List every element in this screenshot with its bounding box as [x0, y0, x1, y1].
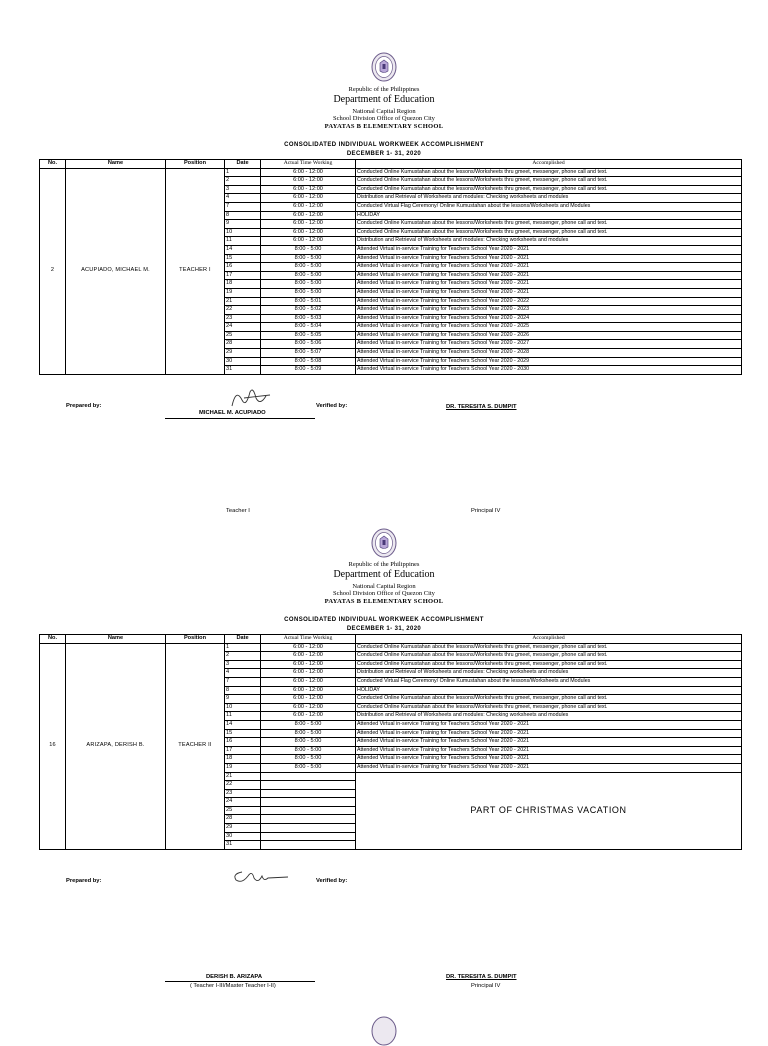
row-time: 6:00 - 12:00 [261, 643, 356, 652]
row-time: 8:00 - 5:00 [261, 738, 356, 747]
col-header-accomplished: Accomplished [356, 160, 742, 169]
row-date: 29 [225, 824, 261, 833]
row-date: 2 [225, 652, 261, 661]
deped-seal-icon [371, 1016, 397, 1046]
row-time: 6:00 - 12:00 [261, 652, 356, 661]
header-republic: Republic of the Philippines [348, 561, 420, 568]
row-time [261, 824, 356, 833]
row-time: 6:00 - 12:00 [261, 669, 356, 678]
header-department: Department of Education [333, 569, 435, 580]
header-region: National Capital Region [352, 583, 416, 590]
row-date: 9 [225, 220, 261, 229]
row-date: 7 [225, 677, 261, 686]
signature-image [228, 866, 292, 886]
row-date: 1 [225, 168, 261, 177]
row-accomplishment: Attended Virtual in-service Training for Teachers School Year 2020 - 2021 [356, 280, 742, 289]
row-accomplishment: Conducted Online Kumustahan about the lessons/Worksheets thru gmeet, messenger, phone call and text. [356, 660, 742, 669]
record-number: 2 [40, 168, 66, 374]
teacher-signatory-name: MICHAEL M. ACUPIADO [199, 410, 266, 416]
row-time: 8:00 - 5:07 [261, 349, 356, 358]
row-accomplishment: Conducted Online Kumustahan about the lessons/Worksheets thru gmeet, messenger, phone call and text. [356, 220, 742, 229]
row-time: 6:00 - 12:00 [261, 185, 356, 194]
row-date: 1 [225, 643, 261, 652]
row-time: 6:00 - 12:00 [261, 712, 356, 721]
row-date: 11 [225, 712, 261, 721]
row-time: 6:00 - 12:00 [261, 660, 356, 669]
header-department: Department of Education [333, 94, 435, 105]
row-time: 8:00 - 5:00 [261, 720, 356, 729]
report-title: CONSOLIDATED INDIVIDUAL WORKWEEK ACCOMPLISHMENT [284, 142, 484, 148]
row-time: 6:00 - 12:00 [261, 695, 356, 704]
row-date: 22 [225, 781, 261, 790]
row-accomplishment: Attended Virtual in-service Training for Teachers School Year 2020 - 2028 [356, 349, 742, 358]
header-division: School Division Office of Quezon City [333, 115, 435, 122]
row-date: 21 [225, 297, 261, 306]
table-header-row [40, 635, 742, 644]
row-accomplishment: Attended Virtual in-service Training for Teachers School Year 2020 - 2021 [356, 263, 742, 272]
row-date: 15 [225, 729, 261, 738]
row-accomplishment: Attended Virtual in-service Training for Teachers School Year 2020 - 2026 [356, 331, 742, 340]
verified-by-label: Verified by: [316, 878, 348, 884]
row-accomplishment: Conducted Online Kumustahan about the lessons/Worksheets thru gmeet, messenger, phone call and text. [356, 185, 742, 194]
row-date: 3 [225, 185, 261, 194]
row-accomplishment: Conducted Online Kumustahan about the lessons/Worksheets thru gmeet, messenger, phone call and text. [356, 652, 742, 661]
row-accomplishment: Conducted Online Kumustahan about the lessons/Worksheets thru gmeet, messenger, phone call and text. [356, 228, 742, 237]
row-date: 2 [225, 177, 261, 186]
row-date: 19 [225, 763, 261, 772]
row-time [261, 781, 356, 790]
row-accomplishment: Conducted Online Kumustahan about the lessons/Worksheets thru gmeet, messenger, phone call and text. [356, 168, 742, 177]
row-time: 8:00 - 5:05 [261, 331, 356, 340]
header-school: PAYATAS B ELEMENTARY SCHOOL [324, 598, 444, 605]
row-accomplishment: Conducted Virtual Flag Ceremony/ Online Kumustahan about the lessons/Worksheets and Modules [356, 677, 742, 686]
col-header-position: Position [166, 635, 225, 644]
record-number: 16 [40, 643, 66, 849]
header-school: PAYATAS B ELEMENTARY SCHOOL [324, 123, 444, 130]
col-header-date: Date [225, 160, 261, 169]
row-accomplishment: Conducted Virtual Flag Ceremony/ Online Kumustahan about the lessons/Worksheets and Modules [356, 202, 742, 211]
header-republic: Republic of the Philippines [348, 86, 420, 93]
row-accomplishment: Attended Virtual in-service Training for Teachers School Year 2020 - 2027 [356, 340, 742, 349]
row-date: 18 [225, 755, 261, 764]
col-header-accomplished: Accomplished [356, 635, 742, 644]
row-accomplishment: Attended Virtual in-service Training for Teachers School Year 2020 - 2023 [356, 306, 742, 315]
col-header-time: Actual Time Working [261, 635, 356, 644]
report-period: DECEMBER 1- 31, 2020 [346, 626, 422, 632]
row-date: 30 [225, 357, 261, 366]
row-date: 15 [225, 254, 261, 263]
row-accomplishment: Conducted Online Kumustahan about the lessons/Worksheets thru gmeet, messenger, phone call and text. [356, 703, 742, 712]
row-time: 8:00 - 5:00 [261, 245, 356, 254]
row-date: 7 [225, 202, 261, 211]
row-time: 6:00 - 12:00 [261, 177, 356, 186]
report-title: CONSOLIDATED INDIVIDUAL WORKWEEK ACCOMPLISHMENT [284, 617, 484, 623]
row-accomplishment: Attended Virtual in-service Training for Teachers School Year 2020 - 2021 [356, 288, 742, 297]
verified-by-label: Verified by: [316, 403, 348, 409]
row-date: 10 [225, 228, 261, 237]
row-accomplishment: Attended Virtual in-service Training for Teachers School Year 2020 - 2022 [356, 297, 742, 306]
row-accomplishment: Attended Virtual in-service Training for Teachers School Year 2020 - 2021 [356, 729, 742, 738]
row-time [261, 789, 356, 798]
teacher-signatory-name: DERISH B. ARIZAPA [206, 974, 263, 980]
row-time [261, 815, 356, 824]
row-time: 8:00 - 5:03 [261, 314, 356, 323]
row-accomplishment: Distribution and Retrieval of Worksheets and modules: Checking worksheets and modules [356, 194, 742, 203]
row-accomplishment: Conducted Online Kumustahan about the lessons/Worksheets thru gmeet, messenger, phone call and text. [356, 643, 742, 652]
row-date: 23 [225, 314, 261, 323]
row-accomplishment: Attended Virtual in-service Training for Teachers School Year 2020 - 2021 [356, 738, 742, 747]
row-time: 8:00 - 5:00 [261, 746, 356, 755]
row-time: 8:00 - 5:00 [261, 280, 356, 289]
row-time: 6:00 - 12:00 [261, 202, 356, 211]
row-time [261, 841, 356, 850]
row-date: 3 [225, 660, 261, 669]
row-time: 8:00 - 5:06 [261, 340, 356, 349]
prepared-by-label: Prepared by: [66, 403, 102, 409]
row-time: 6:00 - 12:00 [261, 677, 356, 686]
row-time: 8:00 - 5:04 [261, 323, 356, 332]
col-header-date: Date [225, 635, 261, 644]
row-date: 4 [225, 669, 261, 678]
row-time: 8:00 - 5:00 [261, 263, 356, 272]
row-date: 10 [225, 703, 261, 712]
row-accomplishment: Attended Virtual in-service Training for Teachers School Year 2020 - 2021 [356, 254, 742, 263]
row-date: 14 [225, 720, 261, 729]
row-time: 8:00 - 5:00 [261, 271, 356, 280]
row-accomplishment: Attended Virtual in-service Training for Teachers School Year 2020 - 2025 [356, 323, 742, 332]
col-header-name: Name [66, 635, 166, 644]
col-header-position: Position [166, 160, 225, 169]
row-date: 14 [225, 245, 261, 254]
row-time: 8:00 - 5:00 [261, 755, 356, 764]
prepared-by-label: Prepared by: [66, 878, 102, 884]
row-accomplishment: Attended Virtual in-service Training for Teachers School Year 2020 - 2021 [356, 763, 742, 772]
record-name: ARIZAPA, DERISH B. [66, 643, 166, 849]
row-accomplishment: Distribution and Retrieval of Worksheets and modules: Checking worksheets and modules [356, 712, 742, 721]
row-date: 25 [225, 806, 261, 815]
col-header-no: No. [40, 635, 66, 644]
header-division: School Division Office of Quezon City [333, 590, 435, 597]
row-time [261, 798, 356, 807]
vacation-note: PART OF CHRISTMAS VACATION [356, 772, 742, 849]
principal-signatory-name: DR. TERESITA S. DUMPIT [446, 974, 517, 980]
row-time: 8:00 - 5:00 [261, 254, 356, 263]
teacher-signatory-title: ( Teacher I-III/Master Teacher I-II) [190, 983, 276, 989]
report-period: DECEMBER 1- 31, 2020 [346, 151, 422, 157]
row-accomplishment: Distribution and Retrieval of Worksheets and modules: Checking worksheets and modules [356, 237, 742, 246]
row-date: 24 [225, 323, 261, 332]
row-time: 6:00 - 12:00 [261, 686, 356, 695]
row-accomplishment: HOLIDAY [356, 211, 742, 220]
col-header-name: Name [66, 160, 166, 169]
table-row [40, 643, 742, 652]
row-date: 29 [225, 349, 261, 358]
row-time: 8:00 - 5:09 [261, 366, 356, 375]
row-date: 9 [225, 695, 261, 704]
row-date: 31 [225, 841, 261, 850]
row-date: 11 [225, 237, 261, 246]
row-date: 28 [225, 815, 261, 824]
row-time: 6:00 - 12:00 [261, 211, 356, 220]
record-position: TEACHER I [166, 168, 225, 374]
row-time: 8:00 - 5:08 [261, 357, 356, 366]
header-region: National Capital Region [352, 108, 416, 115]
row-accomplishment: Attended Virtual in-service Training for Teachers School Year 2020 - 2021 [356, 245, 742, 254]
row-accomplishment: Attended Virtual in-service Training for Teachers School Year 2020 - 2021 [356, 720, 742, 729]
row-accomplishment: Attended Virtual in-service Training for Teachers School Year 2020 - 2021 [356, 271, 742, 280]
row-date: 19 [225, 288, 261, 297]
row-time [261, 806, 356, 815]
record-position: TEACHER II [166, 643, 225, 849]
row-time: 8:00 - 5:02 [261, 306, 356, 315]
row-accomplishment: Attended Virtual in-service Training for Teachers School Year 2020 - 2021 [356, 746, 742, 755]
row-date: 21 [225, 772, 261, 781]
row-date: 28 [225, 340, 261, 349]
row-date: 31 [225, 366, 261, 375]
row-time: 6:00 - 12:00 [261, 703, 356, 712]
row-time: 6:00 - 12:00 [261, 168, 356, 177]
accomplishment-table [39, 634, 742, 850]
row-accomplishment: Attended Virtual in-service Training for Teachers School Year 2020 - 2024 [356, 314, 742, 323]
row-accomplishment: Attended Virtual in-service Training for Teachers School Year 2020 - 2030 [356, 366, 742, 375]
row-date: 8 [225, 211, 261, 220]
row-date: 17 [225, 271, 261, 280]
principal-signatory-title: Principal IV [471, 508, 501, 514]
row-accomplishment: HOLIDAY [356, 686, 742, 695]
row-time: 8:00 - 5:00 [261, 288, 356, 297]
row-accomplishment: Conducted Online Kumustahan about the lessons/Worksheets thru gmeet, messenger, phone call and text. [356, 695, 742, 704]
principal-signatory-name: DR. TERESITA S. DUMPIT [446, 404, 517, 410]
row-date: 25 [225, 331, 261, 340]
row-time: 8:00 - 5:01 [261, 297, 356, 306]
row-accomplishment: Attended Virtual in-service Training for Teachers School Year 2020 - 2021 [356, 755, 742, 764]
row-date: 16 [225, 263, 261, 272]
row-time: 6:00 - 12:00 [261, 228, 356, 237]
row-time: 6:00 - 12:00 [261, 237, 356, 246]
row-time [261, 772, 356, 781]
row-accomplishment: Attended Virtual in-service Training for Teachers School Year 2020 - 2029 [356, 357, 742, 366]
row-time: 8:00 - 5:00 [261, 729, 356, 738]
row-date: 17 [225, 746, 261, 755]
row-accomplishment: Conducted Online Kumustahan about the lessons/Worksheets thru gmeet, messenger, phone call and text. [356, 177, 742, 186]
deped-seal-icon [371, 528, 397, 558]
row-date: 24 [225, 798, 261, 807]
col-header-time: Actual Time Working [261, 160, 356, 169]
row-date: 18 [225, 280, 261, 289]
row-date: 23 [225, 789, 261, 798]
teacher-signature-line [165, 981, 315, 982]
row-accomplishment: Distribution and Retrieval of Worksheets and modules: Checking worksheets and modules [356, 669, 742, 678]
row-date: 4 [225, 194, 261, 203]
row-time: 8:00 - 5:00 [261, 763, 356, 772]
row-date: 22 [225, 306, 261, 315]
row-date: 8 [225, 686, 261, 695]
row-date: 16 [225, 738, 261, 747]
row-time [261, 832, 356, 841]
row-time: 6:00 - 12:00 [261, 194, 356, 203]
teacher-signatory-title: Teacher I [226, 508, 250, 514]
row-time: 6:00 - 12:00 [261, 220, 356, 229]
row-date: 30 [225, 832, 261, 841]
col-header-no: No. [40, 160, 66, 169]
record-name: ACUPIADO, MICHAEL M. [66, 168, 166, 374]
principal-signatory-title: Principal IV [471, 983, 501, 989]
